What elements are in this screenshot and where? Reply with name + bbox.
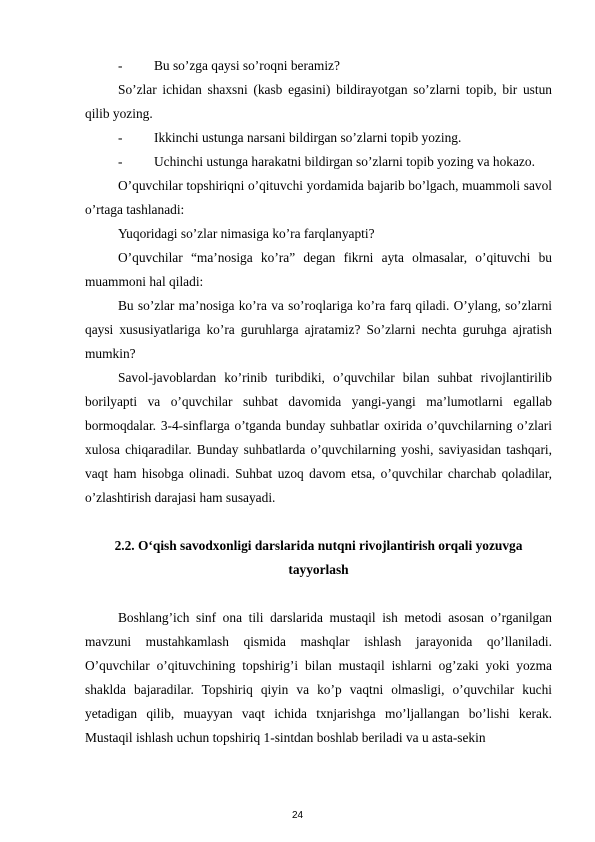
paragraph: Yuqoridagi so’zlar nimasiga ko’ra farqlanyapti? [118, 226, 375, 241]
paragraph: Boshlang’ich sinf ona tili darslarida mustaqil ish metodi asosan o’rganilgan mavzuni mustahkamlash qismida mashqlar ishlash jarayonida qo’llaniladi. O’quvchilar o’qituvchining topshirig’i bilan mustaqil ishlarni og’zaki yoki yozma shaklda bajaradilar. Topshiriq qiyin va ko’p vaqtni olmasligi, o’quvchilar kuchi yetadigan qilib, muayyan vaqt ichida txnjarishga mo’ljallangan bo’lishi kerak. Mustaqil ishlash uchun topshiriq 1-sintdan boshlab beriladi va u asta-sekin [85, 610, 552, 745]
paragraph: So’zlar ichidan shaxsni (kasb egasini) bildirayotgan so’zlarni topib, bir ustun qilib yozing. [85, 82, 552, 121]
list-marker: - [118, 58, 123, 73]
page-number: 24 [291, 810, 304, 821]
list-item [85, 150, 552, 174]
document-page [85, 0, 552, 750]
list-marker: - [118, 154, 123, 169]
section-heading: 2.2. O‘qish savodxonligi darslarida nutqni rivojlantirish orqali yozuvga tayyorlash [114, 538, 523, 577]
list-item-text: Uchinchi ustunga harakatni bildirgan so’zlarni topib yozing va hokazo. [154, 154, 535, 169]
list-item [85, 54, 552, 78]
list-item-text: Bu so’zga qaysi so’roqni beramiz? [154, 58, 340, 73]
paragraph: O’quvchilar “ma’nosiga ko’ra” degan fikrni ayta olmasalar, o’qituvchi bu muammoni hal qiladi: [85, 250, 552, 289]
paragraph: O’quvchilar topshiriqni o’qituvchi yordamida bajarib bo’lgach, muammoli savol o’rtaga tashlanadi: [85, 178, 552, 217]
paragraph: Savol-javoblardan ko’rinib turibdiki, o’quvchilar bilan suhbat rivojlantirilib borilyapti va o’quvchilar suhbat davomida yangi-yangi ma’lumotlarni egallab bormoqdalar. 3-4-sinflarga o’tganda bunday suhbatlar oxirida o’quvchilarning o’zlari xulosa chiqaradilar. Bunday suhbatlarda o’quvchilarning yoshi, saviyasidan tashqari, vaqt ham hisobga olinadi. Suhbat uzoq davom etsa, o’quvchilar charchab qoladilar, o’zlashtirish darajasi ham susayadi. [85, 370, 552, 505]
list-marker: - [118, 130, 123, 145]
list-item-text: Ikkinchi ustunga narsani bildirgan so’zlarni topib yozing. [154, 130, 462, 145]
paragraph: Bu so’zlar ma’nosiga ko’ra va so’roqlariga ko’ra farq qiladi. O’ylang, so’zlarni qaysi xususiyatlariga ko’ra guruhlarga ajratamiz? So’zlarni nechta guruhga ajratish mumkin? [85, 298, 552, 361]
list-item [85, 126, 552, 150]
